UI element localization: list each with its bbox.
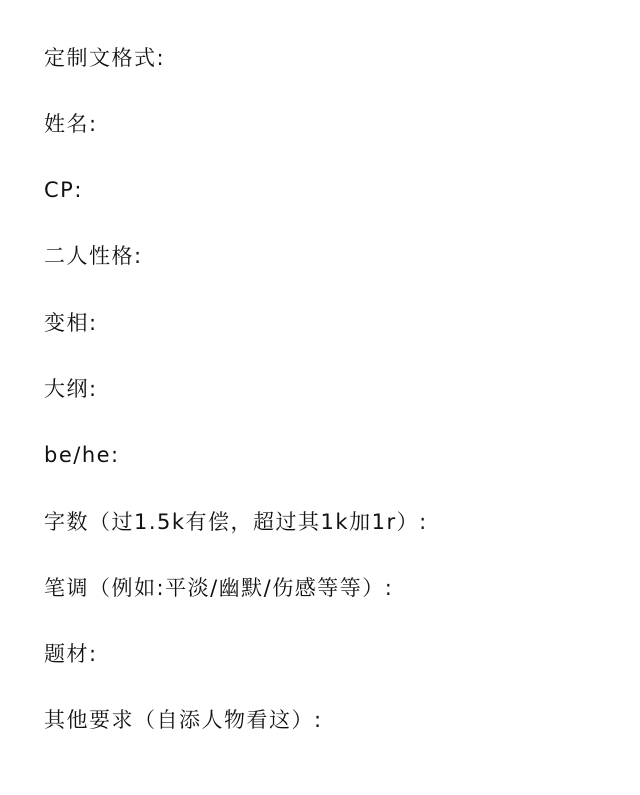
field-ending-label: be/he: [44, 443, 120, 467]
field-word-count-label: 字数（过1.5k有偿，超过其1k加1r）: [44, 510, 428, 534]
field-appearance-label: 变相: [44, 311, 98, 335]
field-cp-label: CP: [44, 178, 83, 202]
field-personality-label: 二人性格: [44, 244, 143, 268]
field-other-requirements-label: 其他要求（自添人物看这）: [44, 708, 323, 732]
field-genre-label: 题材: [44, 642, 98, 666]
field-outline-label: 大纲: [44, 377, 98, 401]
field-name-label: 姓名: [44, 112, 98, 136]
form-title: 定制文格式: [44, 46, 166, 70]
field-tone-label: 笔调（例如:平淡/幽默/伤感等等）: [44, 576, 394, 600]
